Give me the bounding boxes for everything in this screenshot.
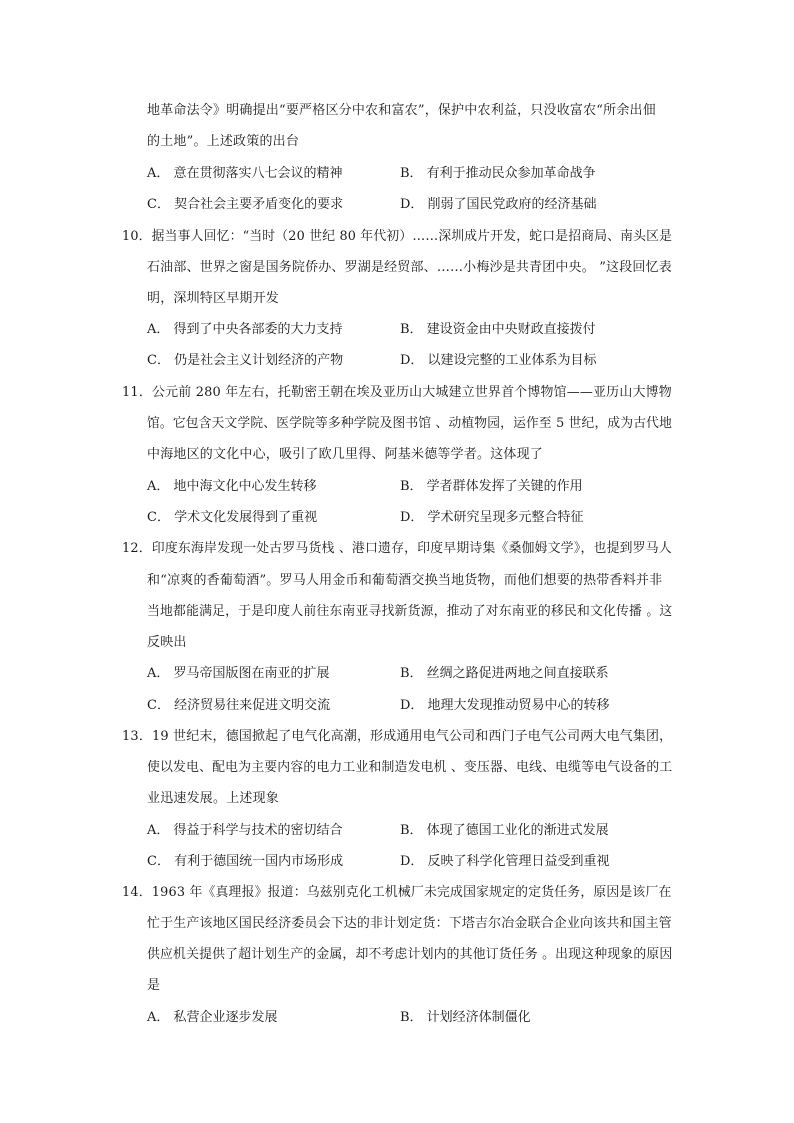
q13-option-a: A． 得益于科学与技术的密切结合 (147, 823, 343, 838)
q14-option-a: A． 私营企业逐步发展 (147, 1010, 278, 1025)
q12-option-d: D． 地理大发现推动贸易中心的转移 (400, 698, 610, 713)
q11-option-b: B． 学者群体发挥了关键的作用 (400, 479, 583, 494)
q10-line-1: 10．据当事人回忆：“当时（20 世纪 80 年代初）……深圳成片开发，蛇口是招商局、南头区是 (122, 229, 673, 244)
q11-option-d: D． 学术研究呈现多元整合特征 (400, 510, 584, 525)
q9-option-a: A． 意在贯彻落实八七会议的精神 (147, 166, 343, 181)
q11-option-a: A． 地中海文化中心发生转移 (147, 479, 317, 494)
q10-line-2: 石油部、世界之窗是国务院侨办、罗湖是经贸部、……小梅沙是共青团中央。 ”这段回忆表 (147, 260, 672, 275)
q12-option-a: A． 罗马帝国版图在南亚的扩展 (147, 666, 330, 681)
q14-line-3: 供应机关提供了超计划生产的金属，却不考虑计划内的其他订货任务 。出现这种现象的原因 (147, 947, 673, 962)
q12-line-4: 反映出 (147, 635, 187, 650)
q12-option-c: C． 经济贸易往来促进文明交流 (147, 698, 331, 713)
q9-option-b: B． 有利于推动民众参加革命战争 (400, 166, 596, 181)
q10-option-a: A． 得到了中央各部委的大力支持 (147, 322, 343, 337)
q13-option-b: B． 体现了德国工业化的渐进式发展 (400, 823, 609, 838)
q10-option-b: B． 建设资金由中央财政直接拨付 (400, 322, 596, 337)
q9-line-2: 的土地”。上述政策的出台 (147, 134, 300, 149)
q10-line-3: 明，深圳特区早期开发 (147, 291, 280, 306)
q13-option-c: C． 有利于德国统一国内市场形成 (147, 854, 344, 869)
q13-option-d: D． 反映了科学化管理日益受到重视 (400, 854, 610, 869)
q11-line-2: 馆。它包含天文学院、医学院等多种学院及图书馆 、动植物园，运作至 5 世纪，成为古代地 (147, 416, 673, 431)
q13-line-3: 业迅速发展。上述现象 (147, 791, 280, 806)
q14-option-b: B． 计划经济体制僵化 (400, 1010, 531, 1025)
q11-line-1: 11．公元前 280 年左右，托勒密王朝在埃及亚历山大城建立世界首个博物馆——亚历山大博物 (122, 385, 672, 400)
q11-line-3: 中海地区的文化中心，吸引了欧几里得、阿基米德等学者。这体现了 (147, 447, 544, 462)
q14-line-2: 忙于生产该地区国民经济委员会下达的非计划定货：下塔吉尔冶金联合企业向该共和国主管 (147, 916, 672, 931)
q12-line-2: 和“凉爽的香葡萄酒”。罗马人用金币和葡萄酒交换当地货物，而他们想要的热带香料并非 (147, 573, 663, 588)
q9-option-d: D． 削弱了国民党政府的经济基础 (400, 197, 597, 212)
q10-option-d: D． 以建设完整的工业体系为目标 (400, 353, 597, 368)
q13-line-1: 13．19 世纪末，德国掀起了电气化高潮，形成通用电气公司和西门子电气公司两大电气集团， (122, 729, 673, 744)
q12-option-b: B． 丝绸之路促进两地之间直接联系 (400, 666, 609, 681)
q9-line-1: 地革命法令》明确提出“要严格区分中农和富农”，保护中农利益，只没收富农“所余出佃 (147, 103, 656, 118)
q14-line-1: 14．1963 年《真理报》报道：乌兹别克化工机械厂未完成国家规定的定货任务，原因是该厂在 (122, 885, 672, 900)
q14-line-4: 是 (147, 978, 161, 993)
q12-line-1: 12．印度东海岸发现一处古罗马货栈 、港口遗存，印度早期诗集《桑伽姆文学》，也提到罗马人 (122, 541, 672, 556)
q12-line-3: 当地都能满足，于是印度人前往东南亚寻找新货源，推动了对东南亚的移民和文化传播 。这 (147, 604, 673, 619)
q13-line-2: 使以发电、配电为主要内容的电力工业和制造发电机 、变压器、电线、电缆等电气设备的工 (147, 760, 673, 775)
q9-option-c: C． 契合社会主要矛盾变化的要求 (147, 197, 344, 212)
q10-option-c: C． 仍是社会主义计划经济的产物 (147, 353, 344, 368)
q11-option-c: C． 学术文化发展得到了重视 (147, 510, 318, 525)
